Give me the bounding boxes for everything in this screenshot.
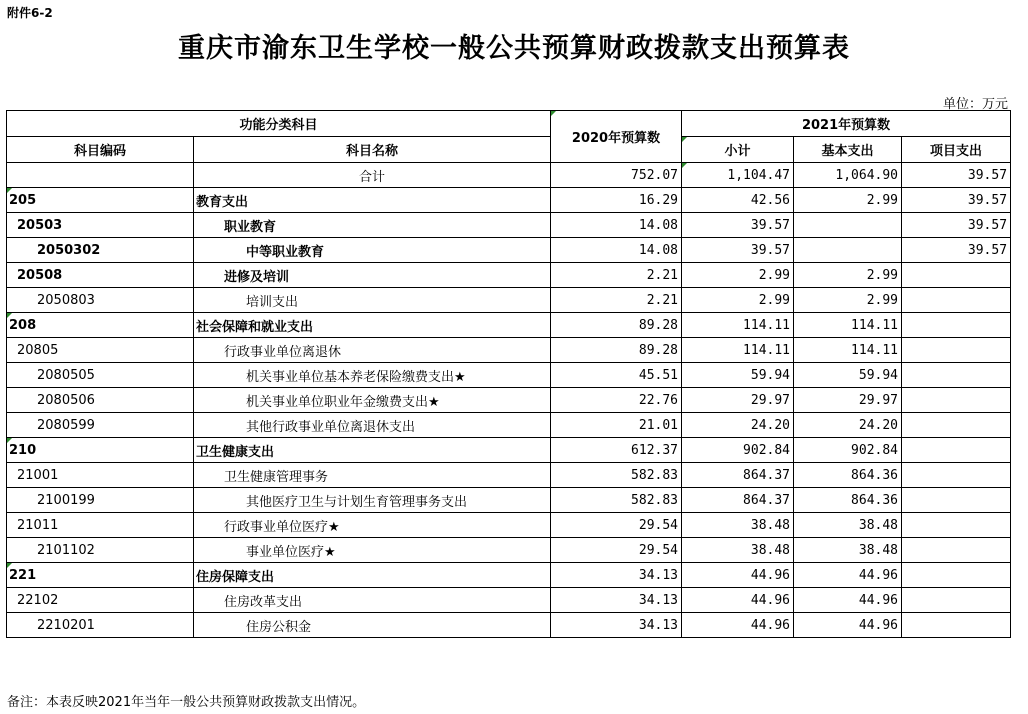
total-subtotal: 1,104.47: [682, 163, 794, 188]
header-subtotal: 小计: [682, 137, 794, 163]
row-name: 机关事业单位基本养老保险缴费支出★: [194, 363, 551, 388]
row-project: [902, 613, 1011, 638]
row-subtotal: 59.94: [682, 363, 794, 388]
row-basic: 864.36: [794, 463, 902, 488]
row-project: 39.57: [902, 188, 1011, 213]
row-name: 社会保障和就业支出: [194, 313, 551, 338]
header-functional: 功能分类科目: [7, 111, 551, 137]
row-2020: 21.01: [551, 413, 682, 438]
row-subtotal: 44.96: [682, 563, 794, 588]
row-subtotal: 44.96: [682, 588, 794, 613]
row-name: 培训支出: [194, 288, 551, 313]
row-2020: 2.21: [551, 288, 682, 313]
table-row: [7, 313, 1011, 338]
row-subtotal: 114.11: [682, 313, 794, 338]
page-title: 重庆市渝东卫生学校一般公共预算财政拨款支出预算表: [178, 33, 850, 64]
row-subtotal: 38.48: [682, 538, 794, 563]
row-name: 卫生健康支出: [194, 438, 551, 463]
row-subtotal: 42.56: [682, 188, 794, 213]
footnote: 备注：本表反映2021年当年一般公共预算财政拨款支出情况。: [7, 695, 366, 710]
row-project: [902, 263, 1011, 288]
row-2020: 582.83: [551, 488, 682, 513]
row-basic: 864.36: [794, 488, 902, 513]
row-code: 22102: [7, 588, 194, 613]
row-name: 住房保障支出: [194, 563, 551, 588]
row-name: 教育支出: [194, 188, 551, 213]
row-code: 20805: [7, 338, 194, 363]
table-row: [7, 388, 1011, 413]
table-header: [7, 111, 1011, 163]
row-code: 2080505: [7, 363, 194, 388]
row-basic: [794, 238, 902, 263]
row-basic: 902.84: [794, 438, 902, 463]
row-2020: 34.13: [551, 613, 682, 638]
row-basic: 44.96: [794, 613, 902, 638]
row-2020: 16.29: [551, 188, 682, 213]
row-subtotal: 2.99: [682, 288, 794, 313]
row-subtotal: 44.96: [682, 613, 794, 638]
row-code: 2080506: [7, 388, 194, 413]
row-2020: 34.13: [551, 588, 682, 613]
row-code: 2080599: [7, 413, 194, 438]
row-basic: 114.11: [794, 313, 902, 338]
total-row: [7, 163, 1011, 188]
total-2020: 752.07: [551, 163, 682, 188]
table-row: [7, 363, 1011, 388]
row-project: [902, 388, 1011, 413]
row-name: 中等职业教育: [194, 238, 551, 263]
row-2020: 582.83: [551, 463, 682, 488]
header-code: 科目编码: [7, 137, 194, 163]
row-project: [902, 488, 1011, 513]
row-project: [902, 413, 1011, 438]
row-basic: [794, 213, 902, 238]
row-name: 其他行政事业单位离退休支出: [194, 413, 551, 438]
row-2020: 22.76: [551, 388, 682, 413]
row-basic: 29.97: [794, 388, 902, 413]
row-code: 210: [7, 438, 194, 463]
row-project: [902, 538, 1011, 563]
row-name: 事业单位医疗★: [194, 538, 551, 563]
table-row: [7, 188, 1011, 213]
row-name: 进修及培训: [194, 263, 551, 288]
row-2020: 29.54: [551, 538, 682, 563]
row-basic: 114.11: [794, 338, 902, 363]
row-basic: 44.96: [794, 563, 902, 588]
row-subtotal: 864.37: [682, 463, 794, 488]
row-name: 职业教育: [194, 213, 551, 238]
table-row: [7, 338, 1011, 363]
table-row: [7, 263, 1011, 288]
row-basic: 2.99: [794, 263, 902, 288]
row-name: 住房公积金: [194, 613, 551, 638]
row-project: [902, 513, 1011, 538]
row-name: 行政事业单位医疗★: [194, 513, 551, 538]
row-subtotal: 114.11: [682, 338, 794, 363]
row-code: 2050302: [7, 238, 194, 263]
row-2020: 14.08: [551, 213, 682, 238]
header-2021: 2021年预算数: [682, 111, 1011, 137]
row-name: 卫生健康管理事务: [194, 463, 551, 488]
table-row: [7, 413, 1011, 438]
row-basic: 24.20: [794, 413, 902, 438]
row-basic: 38.48: [794, 538, 902, 563]
row-project: 39.57: [902, 238, 1011, 263]
table-row: [7, 538, 1011, 563]
row-subtotal: 29.97: [682, 388, 794, 413]
row-code: 221: [7, 563, 194, 588]
row-project: [902, 288, 1011, 313]
row-project: [902, 463, 1011, 488]
table-row: [7, 213, 1011, 238]
row-code: 21001: [7, 463, 194, 488]
row-basic: 38.48: [794, 513, 902, 538]
row-code: 2050803: [7, 288, 194, 313]
row-code: 21011: [7, 513, 194, 538]
row-subtotal: 864.37: [682, 488, 794, 513]
row-2020: 89.28: [551, 313, 682, 338]
row-code: 2210201: [7, 613, 194, 638]
row-project: [902, 363, 1011, 388]
total-label: 合计: [194, 163, 551, 188]
table-body: [7, 163, 1011, 638]
row-project: [902, 338, 1011, 363]
row-code: 20508: [7, 263, 194, 288]
row-basic: 2.99: [794, 188, 902, 213]
row-2020: 612.37: [551, 438, 682, 463]
table-row: [7, 613, 1011, 638]
row-subtotal: 24.20: [682, 413, 794, 438]
row-code: 2101102: [7, 538, 194, 563]
row-subtotal: 39.57: [682, 213, 794, 238]
total-project: 39.57: [902, 163, 1011, 188]
row-project: [902, 588, 1011, 613]
header-name: 科目名称: [194, 137, 551, 163]
row-name: 机关事业单位职业年金缴费支出★: [194, 388, 551, 413]
header-basic: 基本支出: [794, 137, 902, 163]
row-code: 208: [7, 313, 194, 338]
unit-label: 单位：万元: [942, 97, 1008, 112]
row-2020: 89.28: [551, 338, 682, 363]
budget-table: [6, 110, 1011, 638]
row-subtotal: 39.57: [682, 238, 794, 263]
row-2020: 45.51: [551, 363, 682, 388]
row-2020: 2.21: [551, 263, 682, 288]
row-subtotal: 38.48: [682, 513, 794, 538]
row-2020: 29.54: [551, 513, 682, 538]
row-2020: 14.08: [551, 238, 682, 263]
row-code: 20503: [7, 213, 194, 238]
header-2020: 2020年预算数: [551, 111, 682, 163]
table-row: [7, 488, 1011, 513]
total-basic: 1,064.90: [794, 163, 902, 188]
row-name: 住房改革支出: [194, 588, 551, 613]
table-row: [7, 438, 1011, 463]
row-project: 39.57: [902, 213, 1011, 238]
row-basic: 44.96: [794, 588, 902, 613]
row-subtotal: 902.84: [682, 438, 794, 463]
table-row: [7, 288, 1011, 313]
row-basic: 59.94: [794, 363, 902, 388]
row-name: 其他医疗卫生与计划生育管理事务支出: [194, 488, 551, 513]
row-project: [902, 438, 1011, 463]
table-row: [7, 238, 1011, 263]
row-project: [902, 563, 1011, 588]
table-row: [7, 563, 1011, 588]
table-row: [7, 463, 1011, 488]
table-row: [7, 588, 1011, 613]
row-basic: 2.99: [794, 288, 902, 313]
row-code: 2100199: [7, 488, 194, 513]
row-2020: 34.13: [551, 563, 682, 588]
attachment-label: 附件6-2: [7, 6, 53, 20]
total-code: [7, 163, 194, 188]
header-project: 项目支出: [902, 137, 1011, 163]
row-project: [902, 313, 1011, 338]
row-name: 行政事业单位离退休: [194, 338, 551, 363]
table-row: [7, 513, 1011, 538]
row-code: 205: [7, 188, 194, 213]
row-subtotal: 2.99: [682, 263, 794, 288]
